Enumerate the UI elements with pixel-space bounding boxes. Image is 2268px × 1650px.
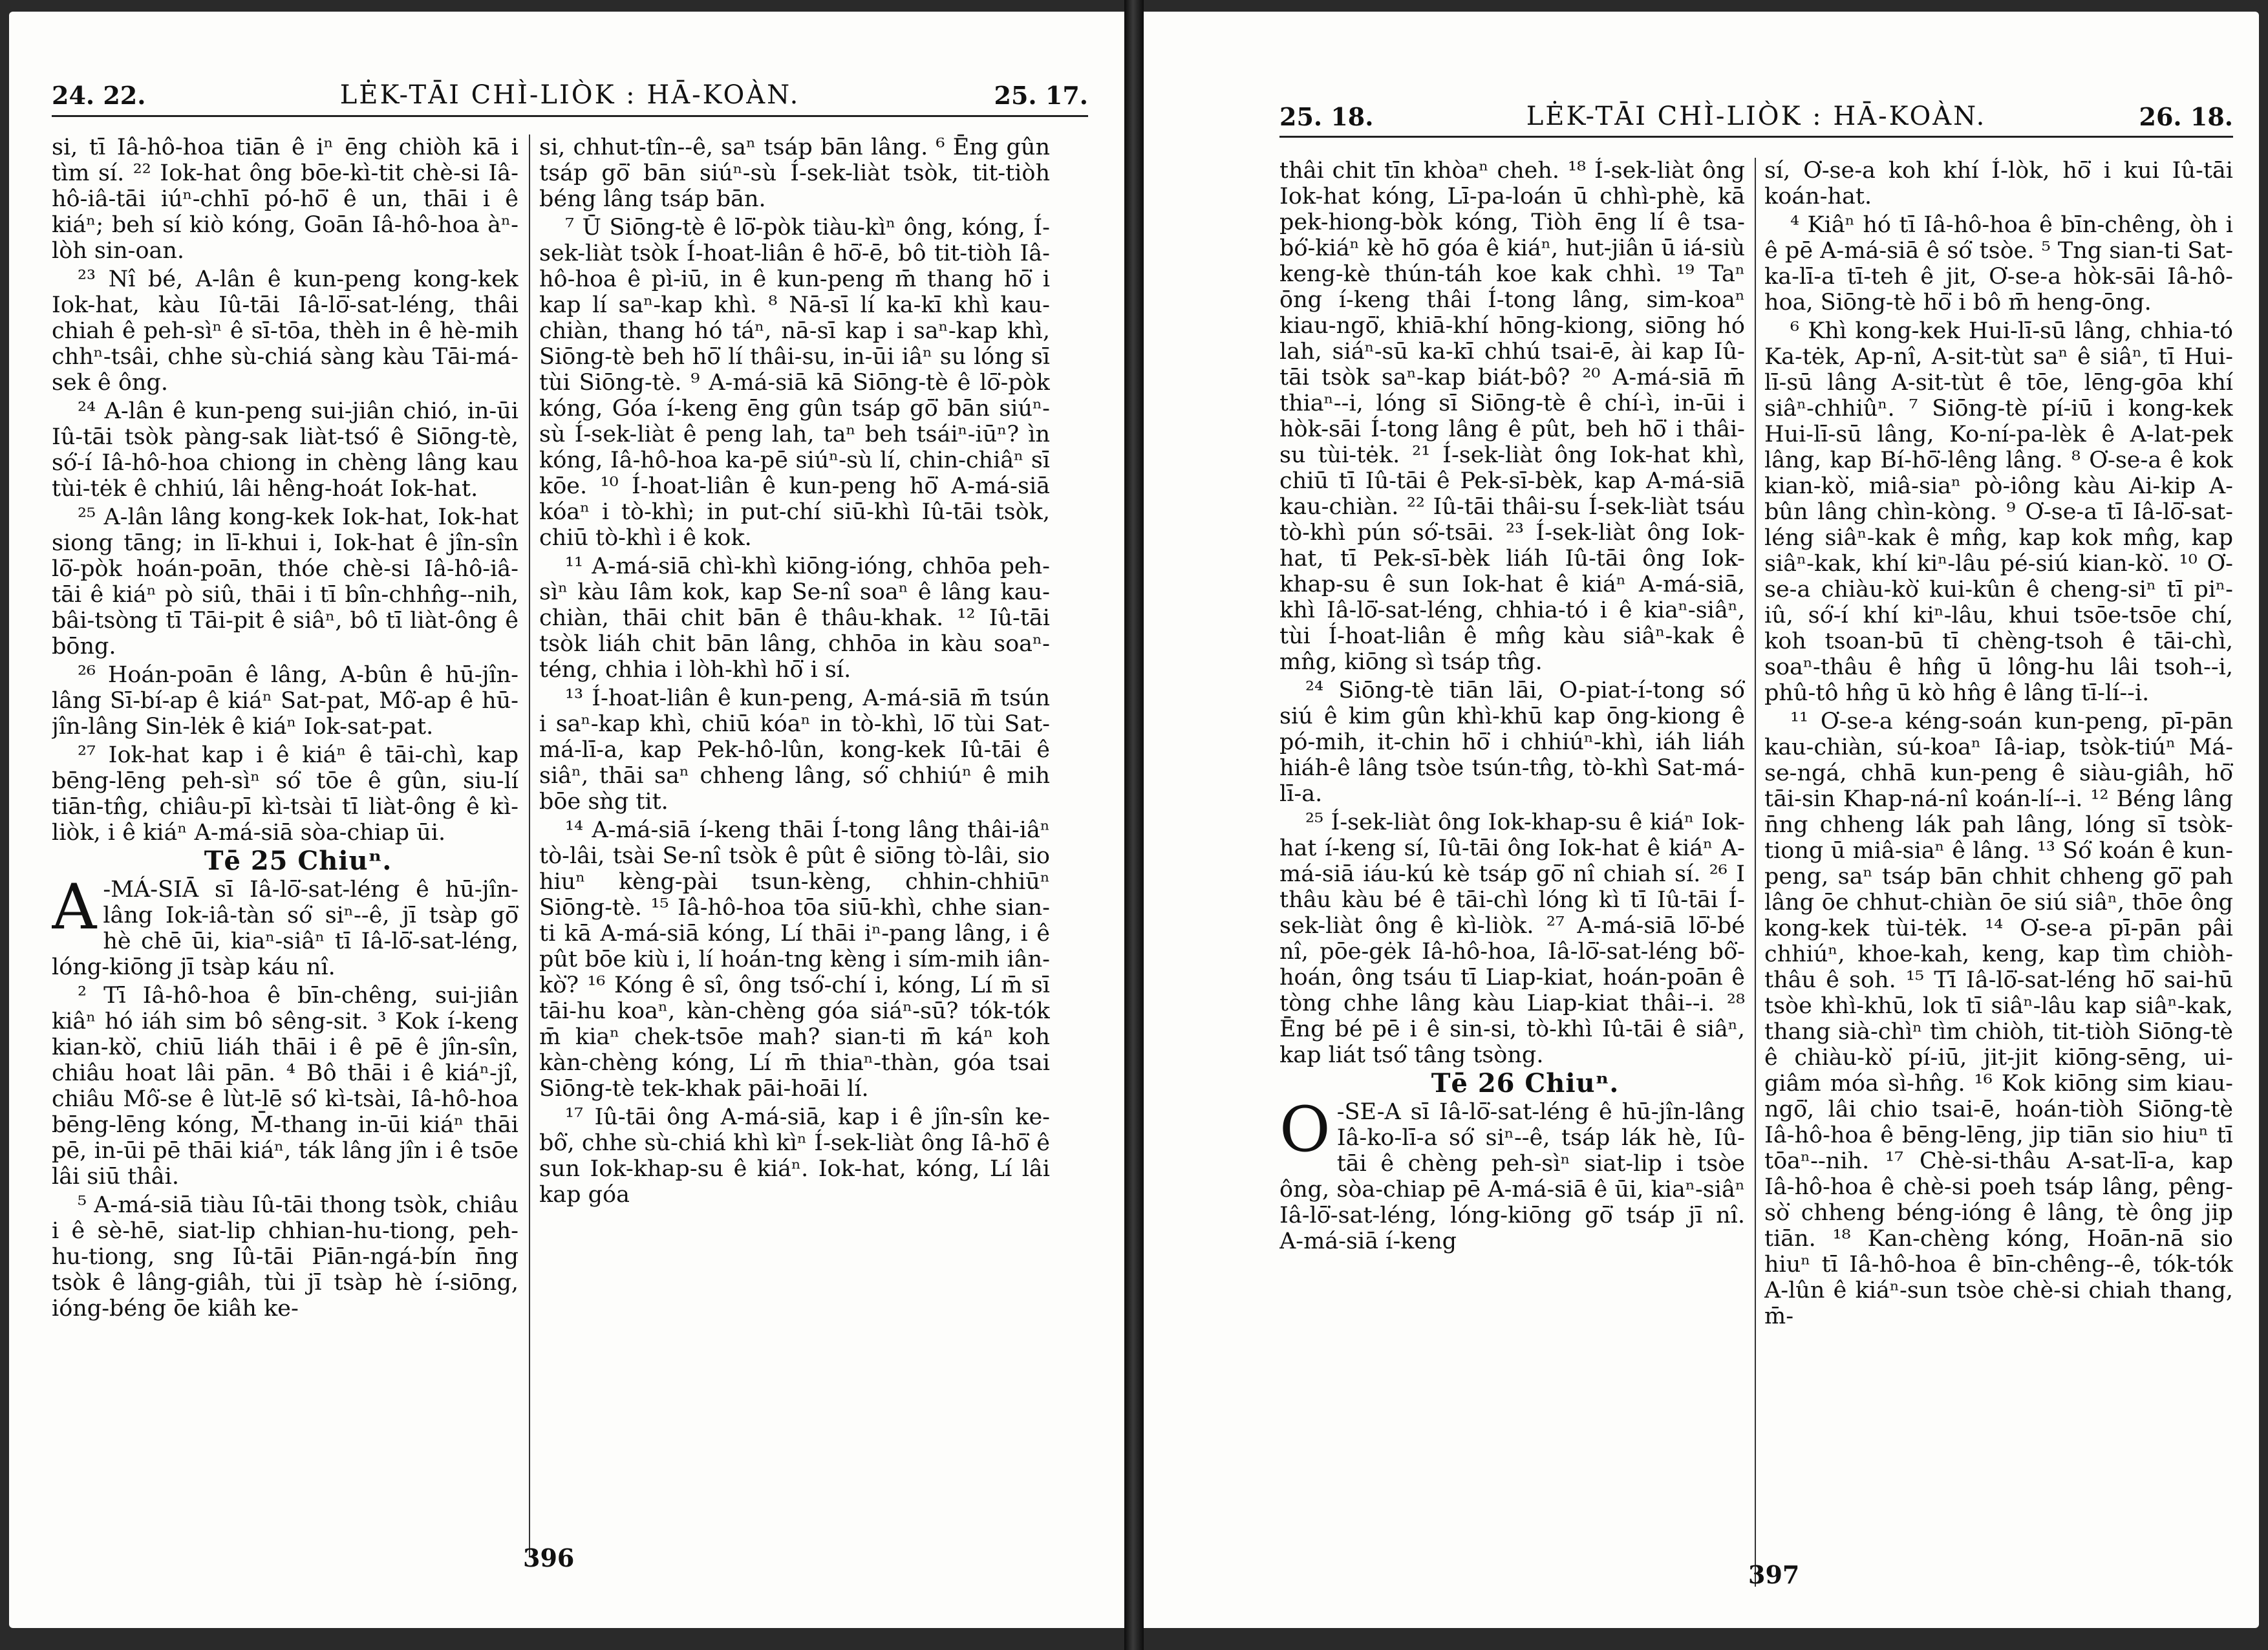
paragraph: ⁵ A-má-siā tiàu Iû-tāi thong tsòk, chiâu i ê sè-hē, siat-lip chhian-hu-tiong, peh-hu-tiong, sng Iû-tāi Piān-ngá-bín n̄ng tsòk ê lâng-giâh, tùi jī tsàp hè í-siōng, ióng-béng ōe kiâh ke- — [52, 1192, 519, 1322]
paragraph: ⁷ Ū Siōng-tè ê lō͘-pòk tiàu-kìⁿ ông, kóng, Í-sek-liàt tsòk Í-hoat-liân ê hō͘-ē, bô tit-tiòh Iâ-hô-hoa ê pì-iū, in ê kun-peng m̄ thang hō͘ i kap lí saⁿ-kap khì. ⁸ Nā-sī lí ka-kī khì kau-chiàn, thang hó táⁿ, nā-sī kap i saⁿ-kap khì, Siōng-tè beh hō͘ lí thâi-su, in-ūi iâⁿ su lóng sī tùi Siōng-tè. ⁹ A-má-siā kā Siōng-tè ê lō͘-pòk kóng, Góa í-keng ēng gûn tsáp gō͘ bān siúⁿ-sù Í-sek-liàt ê peng lah, taⁿ beh tsáiⁿ-iūⁿ? ìn kóng, Iâ-hô-hoa ka-pē siúⁿ-sù lí, chin-chiâⁿ sī kōe. ¹⁰ Í-hoat-liân ê kun-peng hō͘ A-má-siā kóaⁿ i tò-khì; in put-chí siū-khì Iû-tāi tsòk, chiū tò-khì i ê kok. — [539, 215, 1050, 551]
book-gutter — [1124, 0, 1144, 1650]
header-book-title: LĖK-TĀI CHÌ-LIÒK : HĀ-KOÀN. — [339, 80, 800, 110]
paragraph: ¹⁷ Iû-tāi ông A-má-siā, kap i ê jîn-sîn ke-bô͘, chhe sù-chiá khì kìⁿ Í-sek-liàt ông Iâ-hō͘ ê sun Iok-khap-su ê kiáⁿ. Iok-hat, kóng, Lí lâi kap góa — [539, 1104, 1050, 1208]
paragraph: si, tī Iâ-hô-hoa tiān ê iⁿ ēng chiòh kā i tìm sí. ²² Iok-hat ông bōe-kì-tit chè-si Iâ-hô-iâ-tāi iúⁿ-chhī pó-hō͘ ê un, thāi i ê kiáⁿ; beh sí kiò kóng, Goān Iâ-hô-hoa àⁿ-lòh sin-oan. — [52, 134, 519, 264]
column-divider — [1755, 158, 1756, 1587]
running-header — [52, 71, 1088, 110]
text-column-1 — [52, 134, 519, 1518]
paragraph: ²⁵ Í-sek-liàt ông Iok-khap-su ê kiáⁿ Iok-hat í-keng sí, Iû-tāi ông Iok-hat ê kiáⁿ A-má-siā iáu-kú kè tsáp gō͘ nî chiah sí. ²⁶ I thâu kàu bé ê tāi-chì lóng kì tī Iû-tāi Í-sek-liàt ông ê kì-liòk. ²⁷ A-má-siā lō͘-bé nî, pōe-gėk Iâ-hô-hoa, Iâ-lō͘-sat-léng bô͘-hoán, ông tsáu tī Liap-kiat, hoán-poān ê tòng chhe lâng kàu Liap-kiat thâi--i. ²⁸ Ēng bé pē i ê sin-si, tò-khì Iû-tāi ê siâⁿ, kap liát tsó͘ tâng tsòng. — [1279, 809, 1745, 1068]
chapter-heading: Tē 26 Chiuⁿ. — [1431, 1068, 1620, 1098]
paragraph: ²⁷ Iok-hat kap i ê kiáⁿ ê tāi-chì, kap bēng-lēng peh-sìⁿ só͘ tōe ê gûn, siu-lí tiān-tn̂g, chiâu-pī kì-tsài tī liàt-ông ê kì-liòk, i ê kiáⁿ A-má-siā sòa-chiap ūi. — [52, 742, 519, 846]
text-column-2 — [539, 134, 1050, 1518]
paragraph: ¹³ Í-hoat-liân ê kun-peng, A-má-siā m̄ tsún i saⁿ-kap khì, chiū kóaⁿ in tò-khì, lō͘ tùi Sat-má-lī-a, kap Pek-hô-lûn, kong-kek Iû-tāi ê siâⁿ, thāi saⁿ chheng lâng, só͘ chhiúⁿ ê mih bōe sǹg tit. — [539, 685, 1050, 815]
chapter-opening-paragraph — [1279, 1093, 1745, 1254]
header-verse-ref-start: 24. 22. — [52, 81, 146, 110]
paragraph: ¹¹ A-má-siā chì-khì kiōng-ióng, chhōa peh-sìⁿ kàu Iâm kok, kap Se-nî soaⁿ ê lâng kau-chiàn, thāi chit bān ê thâu-khak. ¹² Iû-tāi tsòk liáh chit bān lâng, chhōa in kàu soaⁿ-téng, chhia i lòh-khì hō͘ i sí. — [539, 553, 1050, 683]
text-column-2 — [1764, 158, 2233, 1518]
page-number: 397 — [1748, 1560, 1800, 1589]
header-book-title: LĖK-TĀI CHÌ-LIÒK : HĀ-KOÀN. — [1526, 102, 1987, 131]
header-verse-ref-start: 25. 18. — [1279, 102, 1374, 131]
paragraph: ²⁴ Siōng-tè tiān lāi, O-piat-í-tong só͘ siú ê kim gûn khì-khū kap ōng-kiong ê pó-mih, it-chin hō͘ i chhiúⁿ-khì, iáh liáh hiáh-ê lâng tsòe tsún-tn̂g, tò-khì Sat-má-lī-a. — [1279, 678, 1745, 807]
page-number: 396 — [523, 1543, 575, 1572]
paragraph: ²⁶ Hoán-poān ê lâng, A-bûn ê hū-jîn-lâng Sī-bí-ap ê kiáⁿ Sat-pat, Mô͘-ap ê hū-jîn-lâng Sin-lėk ê kiáⁿ Iok-sat-pat. — [52, 662, 519, 740]
text-column-1 — [1279, 158, 1745, 1518]
drop-cap: A — [52, 871, 97, 943]
paragraph: si, chhut-tîn--ê, saⁿ tsáp bān lâng. ⁶ Ēng gûn tsáp gō͘ bān siúⁿ-sù Í-sek-liàt tsòk, tit-tiòh béng lâng tsáp bān. — [539, 134, 1050, 212]
paragraph: thâi chit tīn khòaⁿ cheh. ¹⁸ Í-sek-liàt ông Iok-hat kóng, Lī-pa-loán ū chhì-phè, kā pek-hiong-bòk kóng, Tiòh ēng lí ê tsa-bó͘-kiáⁿ kè hō góa ê kiáⁿ, hut-jiân ū iá-siù keng-kè thún-táh koe kak chhì. ¹⁹ Taⁿ ōng í-keng thâi Í-tong lâng, sim-koaⁿ kiau-ngō͘, khiā-khí hōng-kiong, siōng hó lah, siáⁿ-sū ka-kī chhú tsai-ē, ài kap Iû-tāi tsòk saⁿ-kap biát-bô? ²⁰ A-má-siā m̄ thiaⁿ--i, lóng sī Siōng-tè ê chí-ì, in-ūi i hòk-sāi Í-tong lâng ê pût, beh hō͘ i thâi-su tùi-tėk. ²¹ Í-sek-liàt ông Iok-hat khì, chiū tī Iû-tāi ê Pek-sī-bèk, kap A-má-siā kau-chiàn. ²² Iû-tāi thâi-su Í-sek-liàt tsáu tò-khì pún só͘-tsāi. ²³ Í-sek-liàt ông Iok-hat, tī Pek-sī-bèk liáh Iû-tāi ông Iok-khap-su ê sun Iok-hat ê kiáⁿ A-má-siā, khì Iâ-lō͘-sat-léng, chhia-tó i ê kiaⁿ-siâⁿ, tùi Í-hoat-liân ê mn̂g kàu siâⁿ-kak ê mn̂g, kiōng sì tsáp tn̂g. — [1279, 158, 1745, 675]
paragraph: ⁶ Khì kong-kek Hui-lī-sū lâng, chhia-tó Ka-tėk, Ap-nî, A-sit-tùt saⁿ ê siâⁿ, tī Hui-lī-sū lâng A-sit-tùt ê tōe, lēng-gōa khí siâⁿ-chhiûⁿ. ⁷ Siōng-tè pí-iū i kong-kek Hui-lī-sū lâng, Ko-ní-pa-lèk ê A-lat-pek lâng, kap Bí-hō͘-lêng lâng. ⁸ O͘-se-a ê kok kian-kò͘, miâ-siaⁿ pò-iông kàu Ai-kip A-bûn lâng chìn-kòng. ⁹ O͘-se-a tī Iâ-lō͘-sat-léng siâⁿ-kak ê mn̂g, kap kok mn̂g, kap siâⁿ-kak, khí kiⁿ-lâu pé-siú kian-kò͘. ¹⁰ O͘-se-a chiàu-kò͘ kui-kûn ê cheng-siⁿ tī piⁿ-iû, só͘-í khí kiⁿ-lâu, khui tsōe-tsōe chí, koh tsoan-bū tī chèng-tsoh ê tāi-chì, soaⁿ-thâu ê hn̂g ū lông-hu lâi tsoh--i, phû-tô hn̂g ū kò hn̂g ê lâng tī-lí--i. — [1764, 318, 2233, 706]
paragraph: ² Tī Iâ-hô-hoa ê bīn-chêng, sui-jiân kiâⁿ hó iáh sim bô sêng-sit. ³ Kok í-keng kian-kò͘, chiū liáh thāi i ê pē ê jîn-sîn, chiâu hoat lâi pān. ⁴ Bô thāi i ê kiáⁿ-jî, chiâu Mô͘-se ê lùt-lē só͘ kì-tsài, Iâ-hô-hoa bēng-lēng kóng, M̄-thang in-ūi kiáⁿ thāi pē, in-ūi pē thāi kiáⁿ, ták lâng jîn i ê tsōe lâi siū thâi. — [52, 983, 519, 1190]
header-verse-ref-end: 26. 18. — [2139, 102, 2233, 131]
paragraph: ¹¹ O͘-se-a kéng-soán kun-peng, pī-pān kau-chiàn, sú-koaⁿ Iâ-iap, tsòk-tiúⁿ Má-se-ngá, chhā kun-peng ê siàu-giâh, hō͘ tāi-sin Khap-ná-nî koán-lí--i. ¹² Béng lâng n̄ng chheng lák pah lâng, lóng sī tsòk-tiong ū miâ-siaⁿ ê lâng. ¹³ Só͘ koán ê kun-peng, saⁿ tsáp bān chhit chheng gō͘ pah lâng ōe chhut-chiàn ōe siú siâⁿ, thōe ông kong-kek tùi-tėk. ¹⁴ O͘-se-a pī-pān pâi chhiúⁿ, khoe-kah, keng, kap tìm chiòh-thâu ê soh. ¹⁵ Tī Iâ-lō͘-sat-léng hō͘ sai-hū tsòe khì-khū, lok tī siâⁿ-lâu kap siâⁿ-kak, thang sià-chìⁿ tìm chiòh, tit-tiòh Siōng-tè ê chiàu-kò͘ pí-iū, jit-jit kiōng-sēng, ui-giâm móa sì-hn̂g. ¹⁶ Kok kiōng sim kiau-ngō͘, lâi chio tsai-ē, hoán-tiòh Siōng-tè Iâ-hô-hoa ê bēng-lēng, jip tiān sio hiuⁿ tī tōaⁿ--nih. ¹⁷ Chè-si-thâu A-sat-lī-a, kap Iâ-hô-hoa ê chè-si poeh tsáp lâng, pêng-sò͘ chheng béng-ióng ê lâng, tè ông jip tiān. ¹⁸ Kan-chèng kóng, Hoān-nā sio hiuⁿ tī Iâ-hô-hoa ê bīn-chêng--ê, tók-tók A-lûn ê kiáⁿ-sun tsòe chè-si chiah thang, m̄- — [1764, 709, 2233, 1329]
drop-cap: O — [1279, 1093, 1331, 1166]
paragraph-text: -SE-A sī Iâ-lō͘-sat-léng ê hū-jîn-lâng Iâ-ko-lī-a só͘ siⁿ--ê, tsáp lák hè, Iû-tāi ê chèng peh-sìⁿ siat-lip i tsòe ông, sòa-chiap pē A-má-siā ê ūi, kiaⁿ-siâⁿ Iâ-lō͘-sat-léng, lóng-kiōng gō͘ tsáp jī nî. A-má-siā í-keng — [1279, 1099, 1745, 1254]
paragraph: ¹⁴ A-má-siā í-keng thāi Í-tong lâng thâi-iâⁿ tò-lâi, tsài Se-nî tsòk ê pût ê siōng tò-lâi, sio hiuⁿ kèng-pài tsun-kèng, chhin-chhiūⁿ Siōng-tè. ¹⁵ Iâ-hô-hoa tōa siū-khì, chhe sian-ti kā A-má-siā kóng, Lí thāi iⁿ-pang lâng, i ê pût bōe kiù i, lí hoán-tng kèng i sím-mih iân-kò͘? ¹⁶ Kóng ê sî, ông tsó͘-chí i, kóng, Lí m̄ sī tāi-hu koaⁿ, kàn-chèng góa siáⁿ-sū? tók-tók m̄ kiaⁿ chek-tsōe mah? sian-ti m̄ káⁿ koh kàn-chèng kóng, Lí m̄ thiaⁿ-thàn, góa tsai Siōng-tè tek-khak pāi-hoāi lí. — [539, 817, 1050, 1102]
paragraph: ²⁵ A-lân lâng kong-kek Iok-hat, Iok-hat siong tāng; in lī-khui i, Iok-hat ê jîn-sîn lō͘-pòk hoán-poān, thóe chè-si Iâ-hô-iâ-tāi ê kiáⁿ pò siû, thāi i tī bîn-chhn̂g--nih, bâi-tsòng tī Tāi-pit ê siâⁿ, bô tī liàt-ông ê bōng. — [52, 504, 519, 659]
paragraph: ⁴ Kiâⁿ hó tī Iâ-hô-hoa ê bīn-chêng, òh i ê pē A-má-siā ê só͘ tsòe. ⁵ Tng sian-ti Sat-ka-lī-a tī-teh ê jit, O͘-se-a hòk-sāi Iâ-hô-hoa, Siōng-tè hō͘ i bô m̄ heng-ōng. — [1764, 212, 2233, 316]
paragraph: ²⁴ A-lân ê kun-peng sui-jiân chió, in-ūi Iû-tāi tsòk pàng-sak liàt-tsó͘ ê Siōng-tè, só͘-í Iâ-hô-hoa chiong in chèng lâng kau tùi-tėk ê chhiú, lâi hêng-hoát Iok-hat. — [52, 398, 519, 502]
paragraph: sí, O͘-se-a koh khí Í-lòk, hō͘ i kui Iû-tāi koán-hat. — [1764, 158, 2233, 209]
header-rule — [1279, 136, 2233, 138]
chapter-heading: Tē 25 Chiuⁿ. — [204, 846, 392, 876]
running-header — [1279, 92, 2233, 131]
right-page — [1144, 12, 2259, 1628]
header-rule — [52, 115, 1088, 117]
chapter-opening-paragraph — [52, 871, 519, 980]
header-verse-ref-end: 25. 17. — [994, 81, 1088, 110]
left-page — [9, 12, 1124, 1628]
paragraph: ²³ Nî bé, A-lân ê kun-peng kong-kek Iok-hat, kàu Iû-tāi Iâ-lō͘-sat-léng, thâi chiah ê peh-sìⁿ ê sī-tōa, thèh in ê hè-mih chhⁿ-tsâi, chhe sù-chiá sàng kàu Tāi-má-sek ê ông. — [52, 266, 519, 396]
paragraph-text: -MÁ-SIĀ sī Iâ-lō͘-sat-léng ê hū-jîn-lâng Iok-iâ-tàn só͘ siⁿ--ê, jī tsàp gō͘ hè chē ūi, kiaⁿ-siâⁿ tī Iâ-lō͘-sat-léng, lóng-kiōng jī tsàp káu nî. — [52, 877, 519, 980]
column-divider — [529, 134, 530, 1557]
